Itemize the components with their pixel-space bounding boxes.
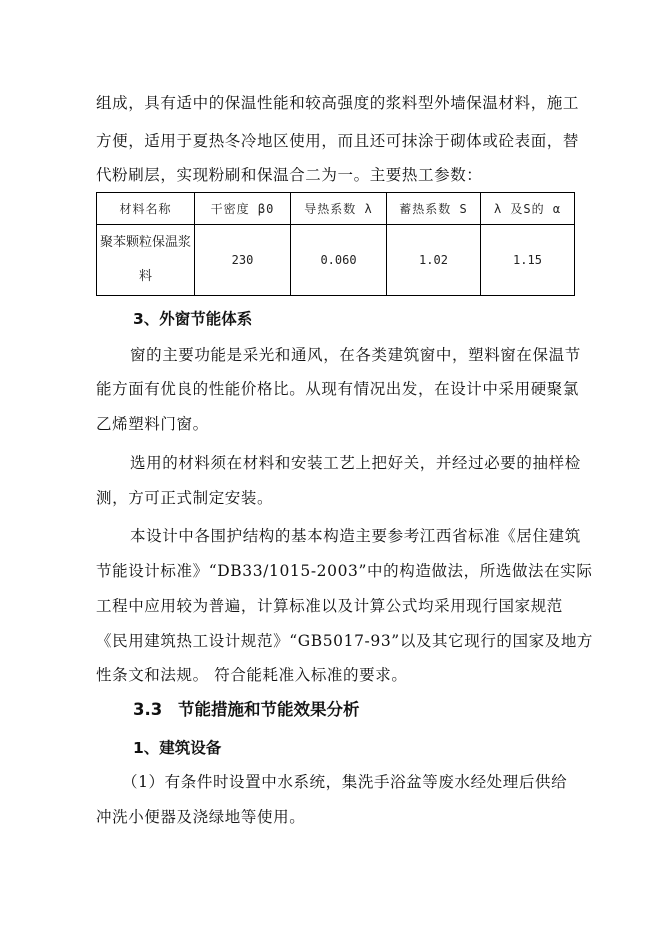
cell-thermal-conductivity: 0.060 — [291, 225, 387, 296]
paragraph-line: 节能设计标准》“DB33/1015-2003”中的构造做法，所选做法在实际 — [96, 562, 593, 580]
cell-dry-density: 230 — [195, 225, 291, 296]
section-heading: 3、外窗节能体系 — [133, 310, 253, 328]
paragraph-line: 方便，适用于夏热冬冷地区使用，而且还可抹涂于砌体或砼表面，替 — [96, 132, 580, 150]
header-alpha: λ 及S的 α — [481, 193, 575, 225]
subsection-heading: 1、建筑设备 — [133, 739, 222, 757]
paragraph-line: 测，方可正式制定安装。 — [96, 489, 274, 507]
table-row — [97, 225, 575, 296]
cell-material-name: 聚苯颗粒保温浆料 — [97, 225, 195, 296]
paragraph-line: 窗的主要功能是采光和通风，在各类建筑窗中，塑料窗在保温节 — [130, 346, 581, 364]
cell-heat-storage: 1.02 — [387, 225, 481, 296]
paragraph-line: 乙烯塑料门窗。 — [96, 415, 209, 433]
paragraph-line: 本设计中各围护结构的基本构造主要参考江西省标准《居住建筑 — [130, 527, 581, 545]
thermal-parameters-table — [96, 192, 575, 296]
paragraph-line: 性条文和法规。 符合能耗准入标准的要求。 — [96, 666, 408, 684]
table-header-row — [97, 193, 575, 225]
paragraph-line: 代粉刷层，实现粉刷和保温合二为一。主要热工参数： — [96, 166, 483, 184]
cell-alpha: 1.15 — [481, 225, 575, 296]
paragraph-line: 《民用建筑热工设计规范》“GB5017-93”以及其它现行的国家及地方 — [96, 632, 594, 650]
paragraph-line: 工程中应用较为普遍，计算标准以及计算公式均采用现行国家规范 — [96, 597, 563, 615]
header-material-name: 材料名称 — [97, 193, 195, 225]
header-heat-storage: 蓄热系数 S — [387, 193, 481, 225]
header-thermal-conductivity: 导热系数 λ — [291, 193, 387, 225]
paragraph-line: 能方面有优良的性能价格比。从现有情况出发，在设计中采用硬聚氯 — [96, 380, 580, 398]
section-title: 节能措施和节能效果分析 — [178, 700, 360, 719]
paragraph-line: 组成，具有适中的保温性能和较高强度的浆料型外墙保温材料，施工 — [96, 94, 580, 112]
paragraph-line: 冲洗小便器及浇绿地等使用。 — [96, 808, 306, 826]
paragraph-line: （1）有条件时设置中水系统，集洗手浴盆等废水经处理后供给 — [122, 773, 568, 791]
header-dry-density: 干密度 β0 — [195, 193, 291, 225]
paragraph-line: 选用的材料须在材料和安装工艺上把好关，并经过必要的抽样检 — [130, 454, 581, 472]
section-number: 3.3 — [133, 700, 163, 719]
